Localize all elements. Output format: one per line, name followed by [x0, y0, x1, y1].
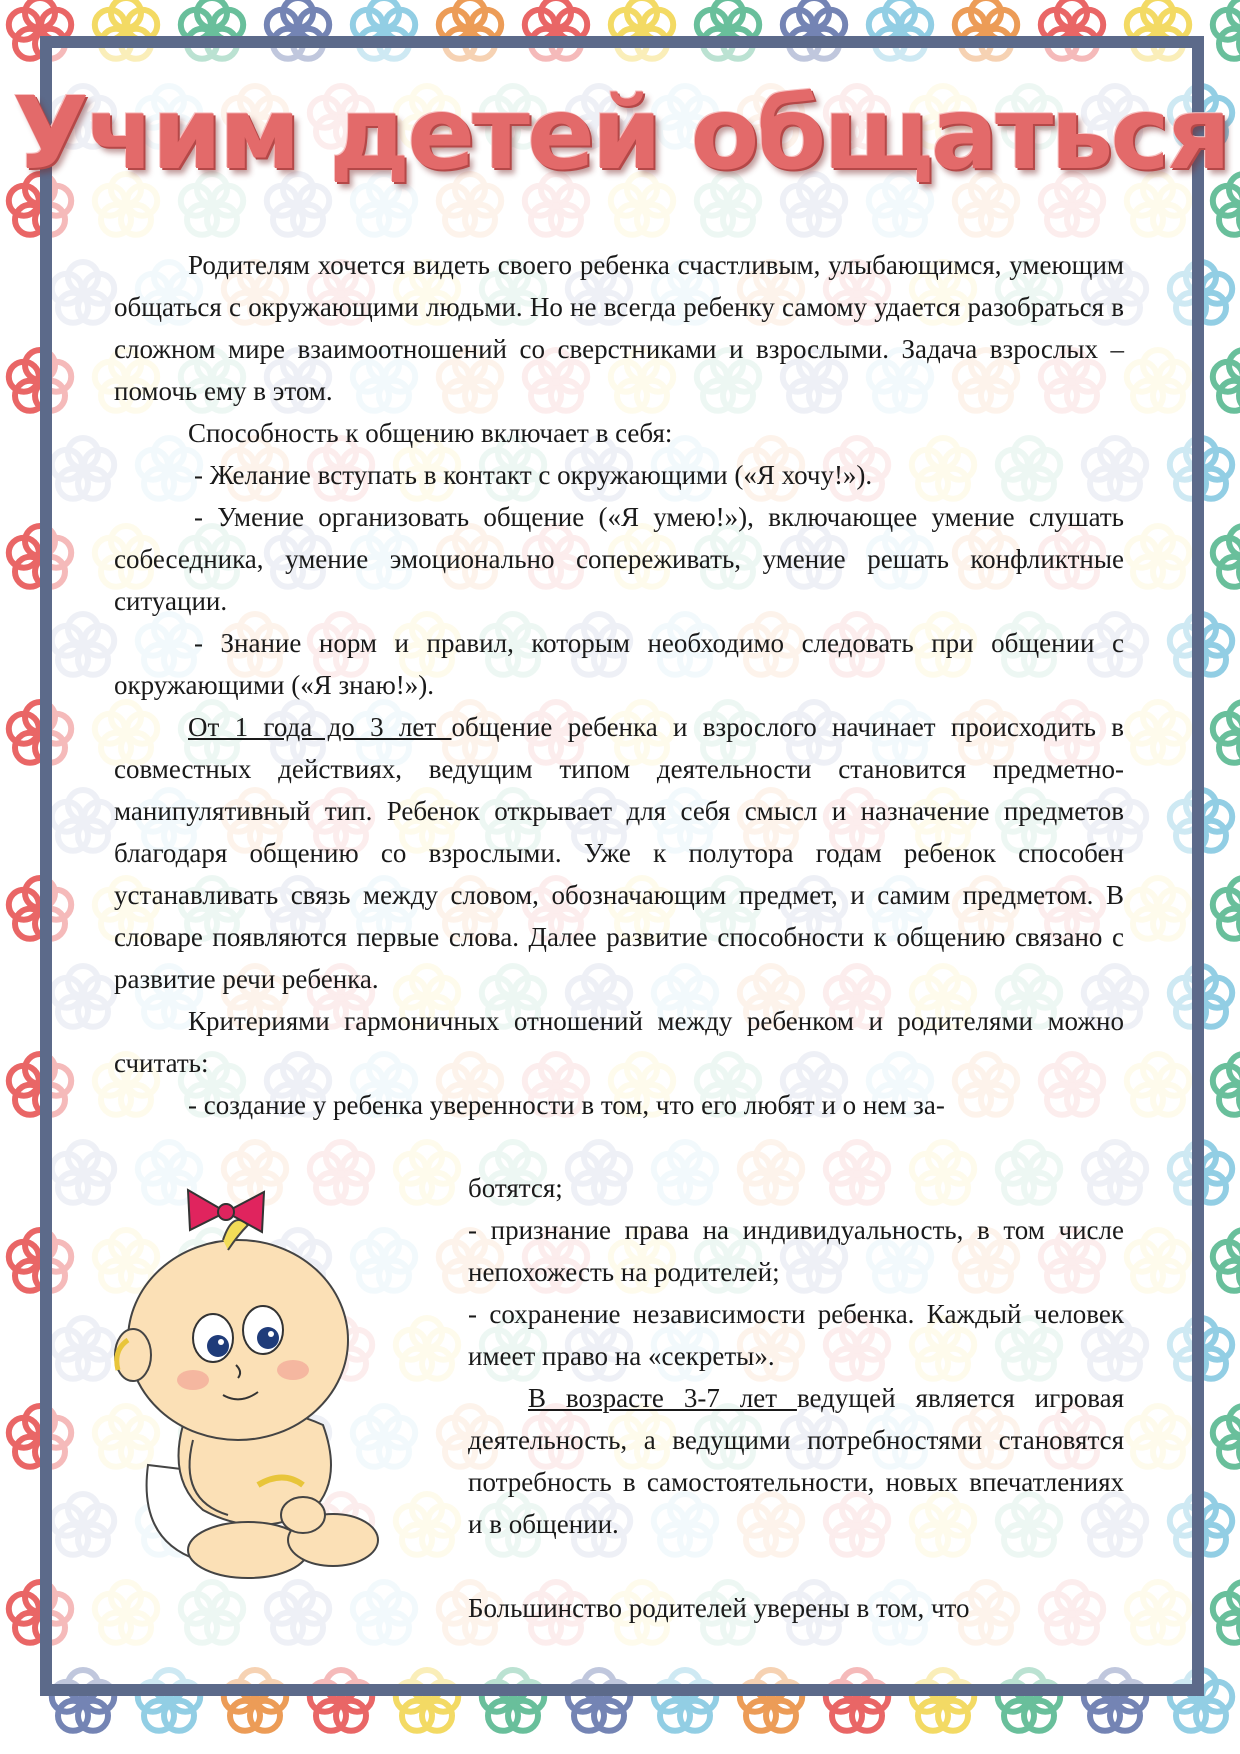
flower-shape — [1213, 1230, 1240, 1291]
list-item-skill: - Умение организовать общение («Я умею!»), включающее умение слушать собеседника, умение эмоционально сопереживать, умение решать конфликтные ситуации. — [114, 502, 1124, 616]
flower-shape — [1213, 1406, 1240, 1467]
flower-shape — [1213, 1054, 1240, 1115]
age-heading-1-3: От 1 года до 3 лет — [188, 712, 452, 742]
flower-shape — [1213, 350, 1240, 411]
paragraph-age-1-3-body: общение ребенка и взрослого начинает происходить в совместных действиях, ведущим типом деятельности становится предметно-манипулятивный тип. Ребенок открывает для себя смысл и назначение предметов благодаря общению со взрослыми. Уже к полутора годам ребенок способен устанавливать связь между словом, обозначающим предмет, и самим предметом. В словаре появляются первые слова. Далее развитие способности к общению связано с развитие речи ребенка. — [114, 712, 1124, 994]
page-title: Учим детей общаться — [12, 75, 1228, 192]
list-item-confidence: - создание у ребенка уверенности в том, что его любят и о нем за- — [188, 1090, 945, 1120]
list-item-confidence-end: ботятся; — [468, 1173, 563, 1203]
side-text — [468, 1167, 1124, 1629]
list-item-knowledge: - Знание норм и правил, которым необходимо следовать при общении с окружающими («Я знаю!»). — [114, 628, 1124, 700]
paragraph-ability: Способность к общению включает в себя: — [188, 418, 673, 448]
flower-shape — [1213, 0, 1240, 59]
flower-shape — [1213, 1582, 1240, 1643]
baby-illustration — [108, 1180, 398, 1600]
paragraph-age-1-3 — [114, 706, 1124, 1000]
flower-shape — [1213, 702, 1240, 763]
age-heading-3-7: В возрасте 3-7 лет — [528, 1383, 797, 1413]
paragraph-age-3-7-body: ведущей является игровая деятельность, а ведущими потребностями становятся потребность в самостоятельности, новых впечатлениях и в общении. — [468, 1383, 1124, 1539]
list-item-desire: - Желание вступать в контакт с окружающими («Я хочу!»). — [194, 460, 873, 490]
flower-shape — [1213, 878, 1240, 939]
list-item-individuality: - признание права на индивидуальность, в том числе непохожесть на родителей; — [468, 1215, 1124, 1287]
flower-shape — [1213, 526, 1240, 587]
paragraph-age-3-7 — [468, 1377, 1124, 1545]
paragraph-intro: Родителям хочется видеть своего ребенка счастливым, улыбающимся, умеющим общаться с окружающими людьми. Но не всегда ребенку самому удается разобраться в сложном мире взаимоотношений со сверстниками и взрослыми. Задача взрослых – помочь ему в этом. — [114, 250, 1124, 406]
main-text — [114, 244, 1124, 1126]
paragraph-criteria: Критериями гармоничных отношений между ребенком и родителями можно считать: — [114, 1006, 1124, 1078]
paragraph-majority: Большинство родителей уверены в том, что — [468, 1593, 970, 1623]
list-item-independence: - сохранение независимости ребенка. Каждый человек имеет право на «секреты». — [468, 1299, 1124, 1371]
